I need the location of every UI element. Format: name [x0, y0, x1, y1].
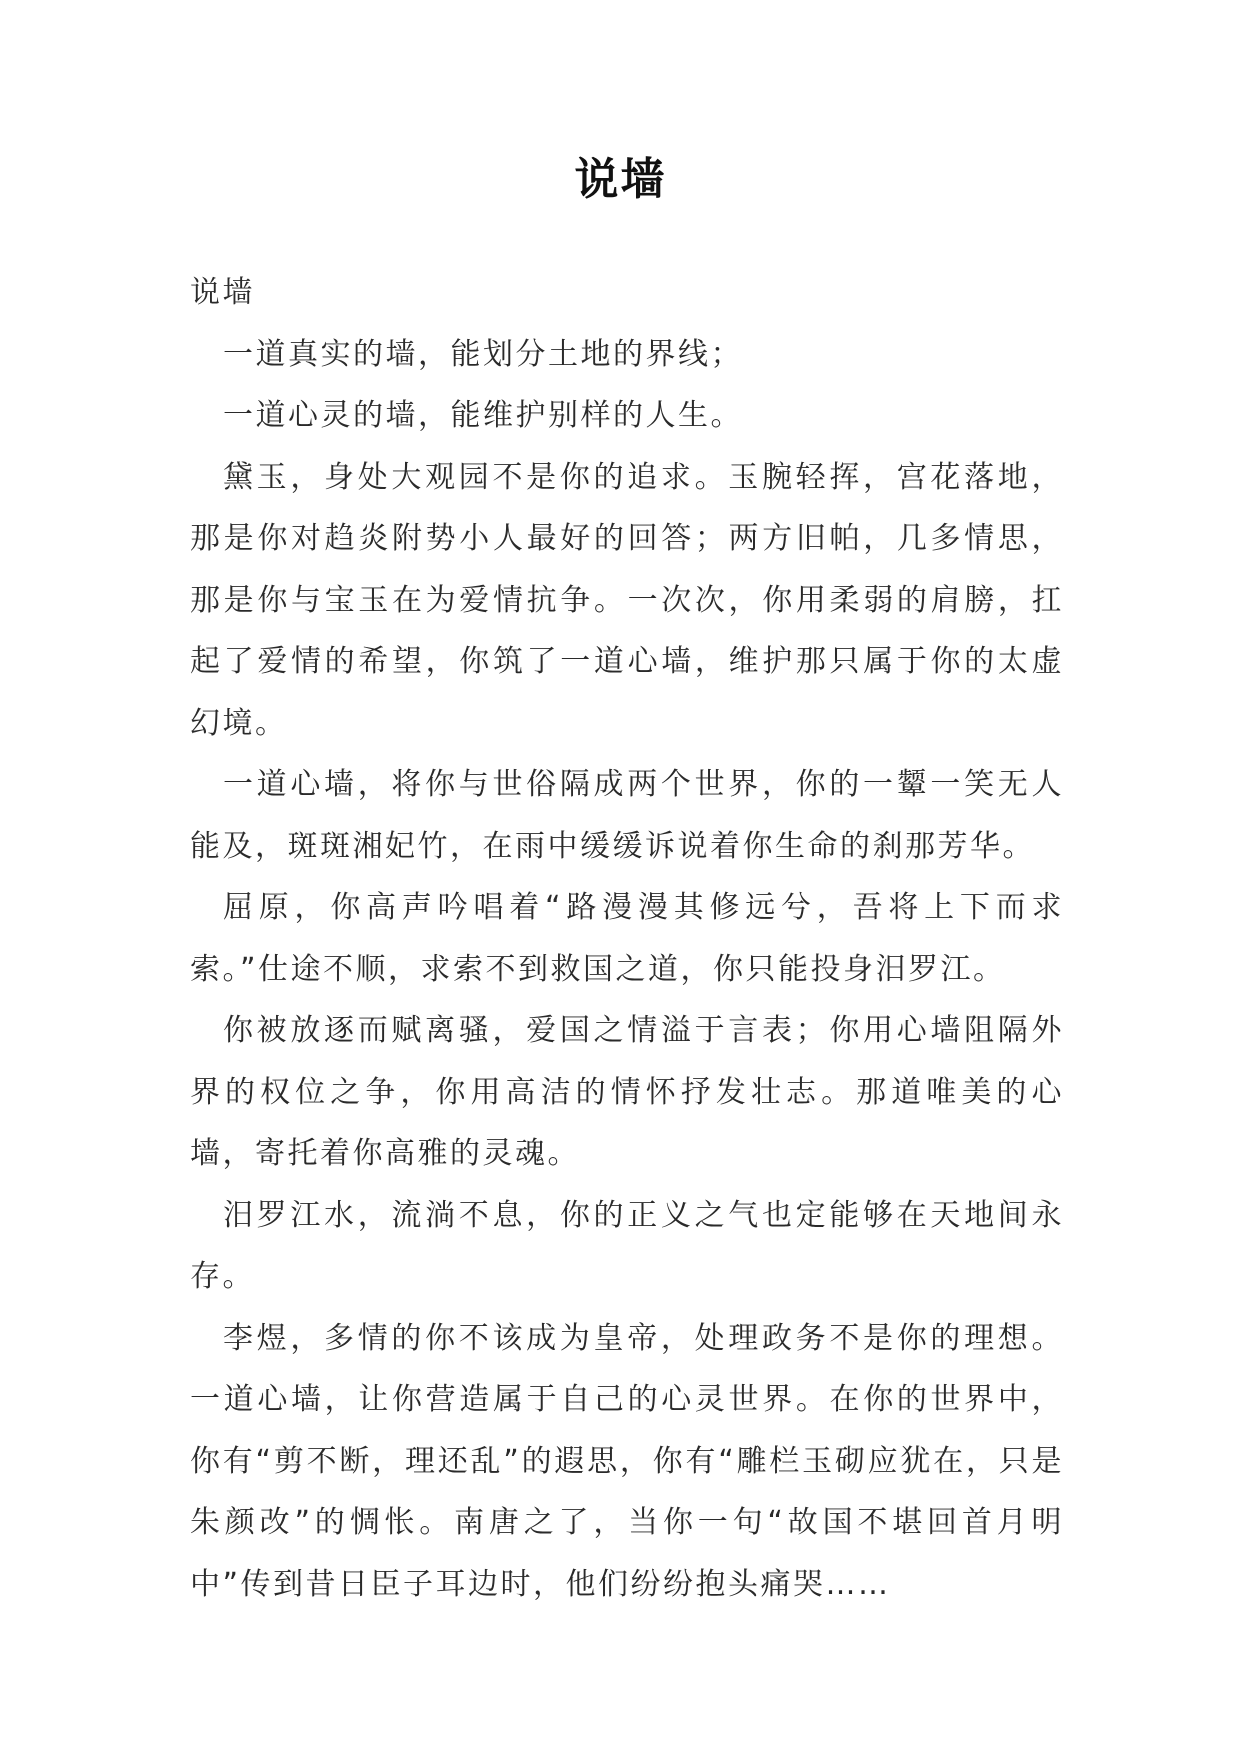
paragraph: 一道心灵的墙，能维护别样的人生。: [223, 398, 743, 433]
paragraph: 汨罗江水，流淌不息，你的正义之气也定能够在天地间永存。: [190, 1197, 1064, 1294]
paragraph: 一道真实的墙，能划分土地的界线；: [223, 336, 743, 372]
article-heading: 说墙: [190, 275, 255, 310]
page-title: 说墙: [574, 154, 667, 205]
paragraph: 黛玉，身处大观园不是你的追求。玉腕轻挥，宫花落地，那是你对趋炎附势小人最好的回答；两方旧帕，几多情思，那是你与宝玉在为爱情抗争。一次次，你用柔弱的肩膀，扛起了爱情的希望，你筑了一道心墙，维护那只属于你的太虚幻境。: [190, 459, 1064, 741]
paragraph: 你被放逐而赋离骚，爱国之情溢于言表；你用心墙阻隔外界的权位之争，你用高洁的情怀抒发壮志。那道唯美的心墙，寄托着你高雅的灵魂。: [190, 1013, 1064, 1171]
paragraph: 李煜，多情的你不该成为皇帝，处理政务不是你的理想。一道心墙，让你营造属于自己的心灵世界。在你的世界中，你有“剪不断，理还乱”的遐思，你有“雕栏玉砌应犹在，只是朱颜改”的惆怅。南唐之了，当你一句“故国不堪回首月明中”传到昔日臣子耳边时，他们纷纷抱头痛哭……: [190, 1320, 1064, 1602]
paragraph: 一道心墙，将你与世俗隔成两个世界，你的一颦一笑无人能及，斑斑湘妃竹，在雨中缓缓诉说着你生命的刹那芳华。: [190, 767, 1064, 864]
paragraph: 屈原，你高声吟唱着“路漫漫其修远兮，吾将上下而求索。”仕途不顺，求索不到救国之道，你只能投身汨罗江。: [190, 890, 1064, 987]
document-body: [190, 262, 1064, 1615]
